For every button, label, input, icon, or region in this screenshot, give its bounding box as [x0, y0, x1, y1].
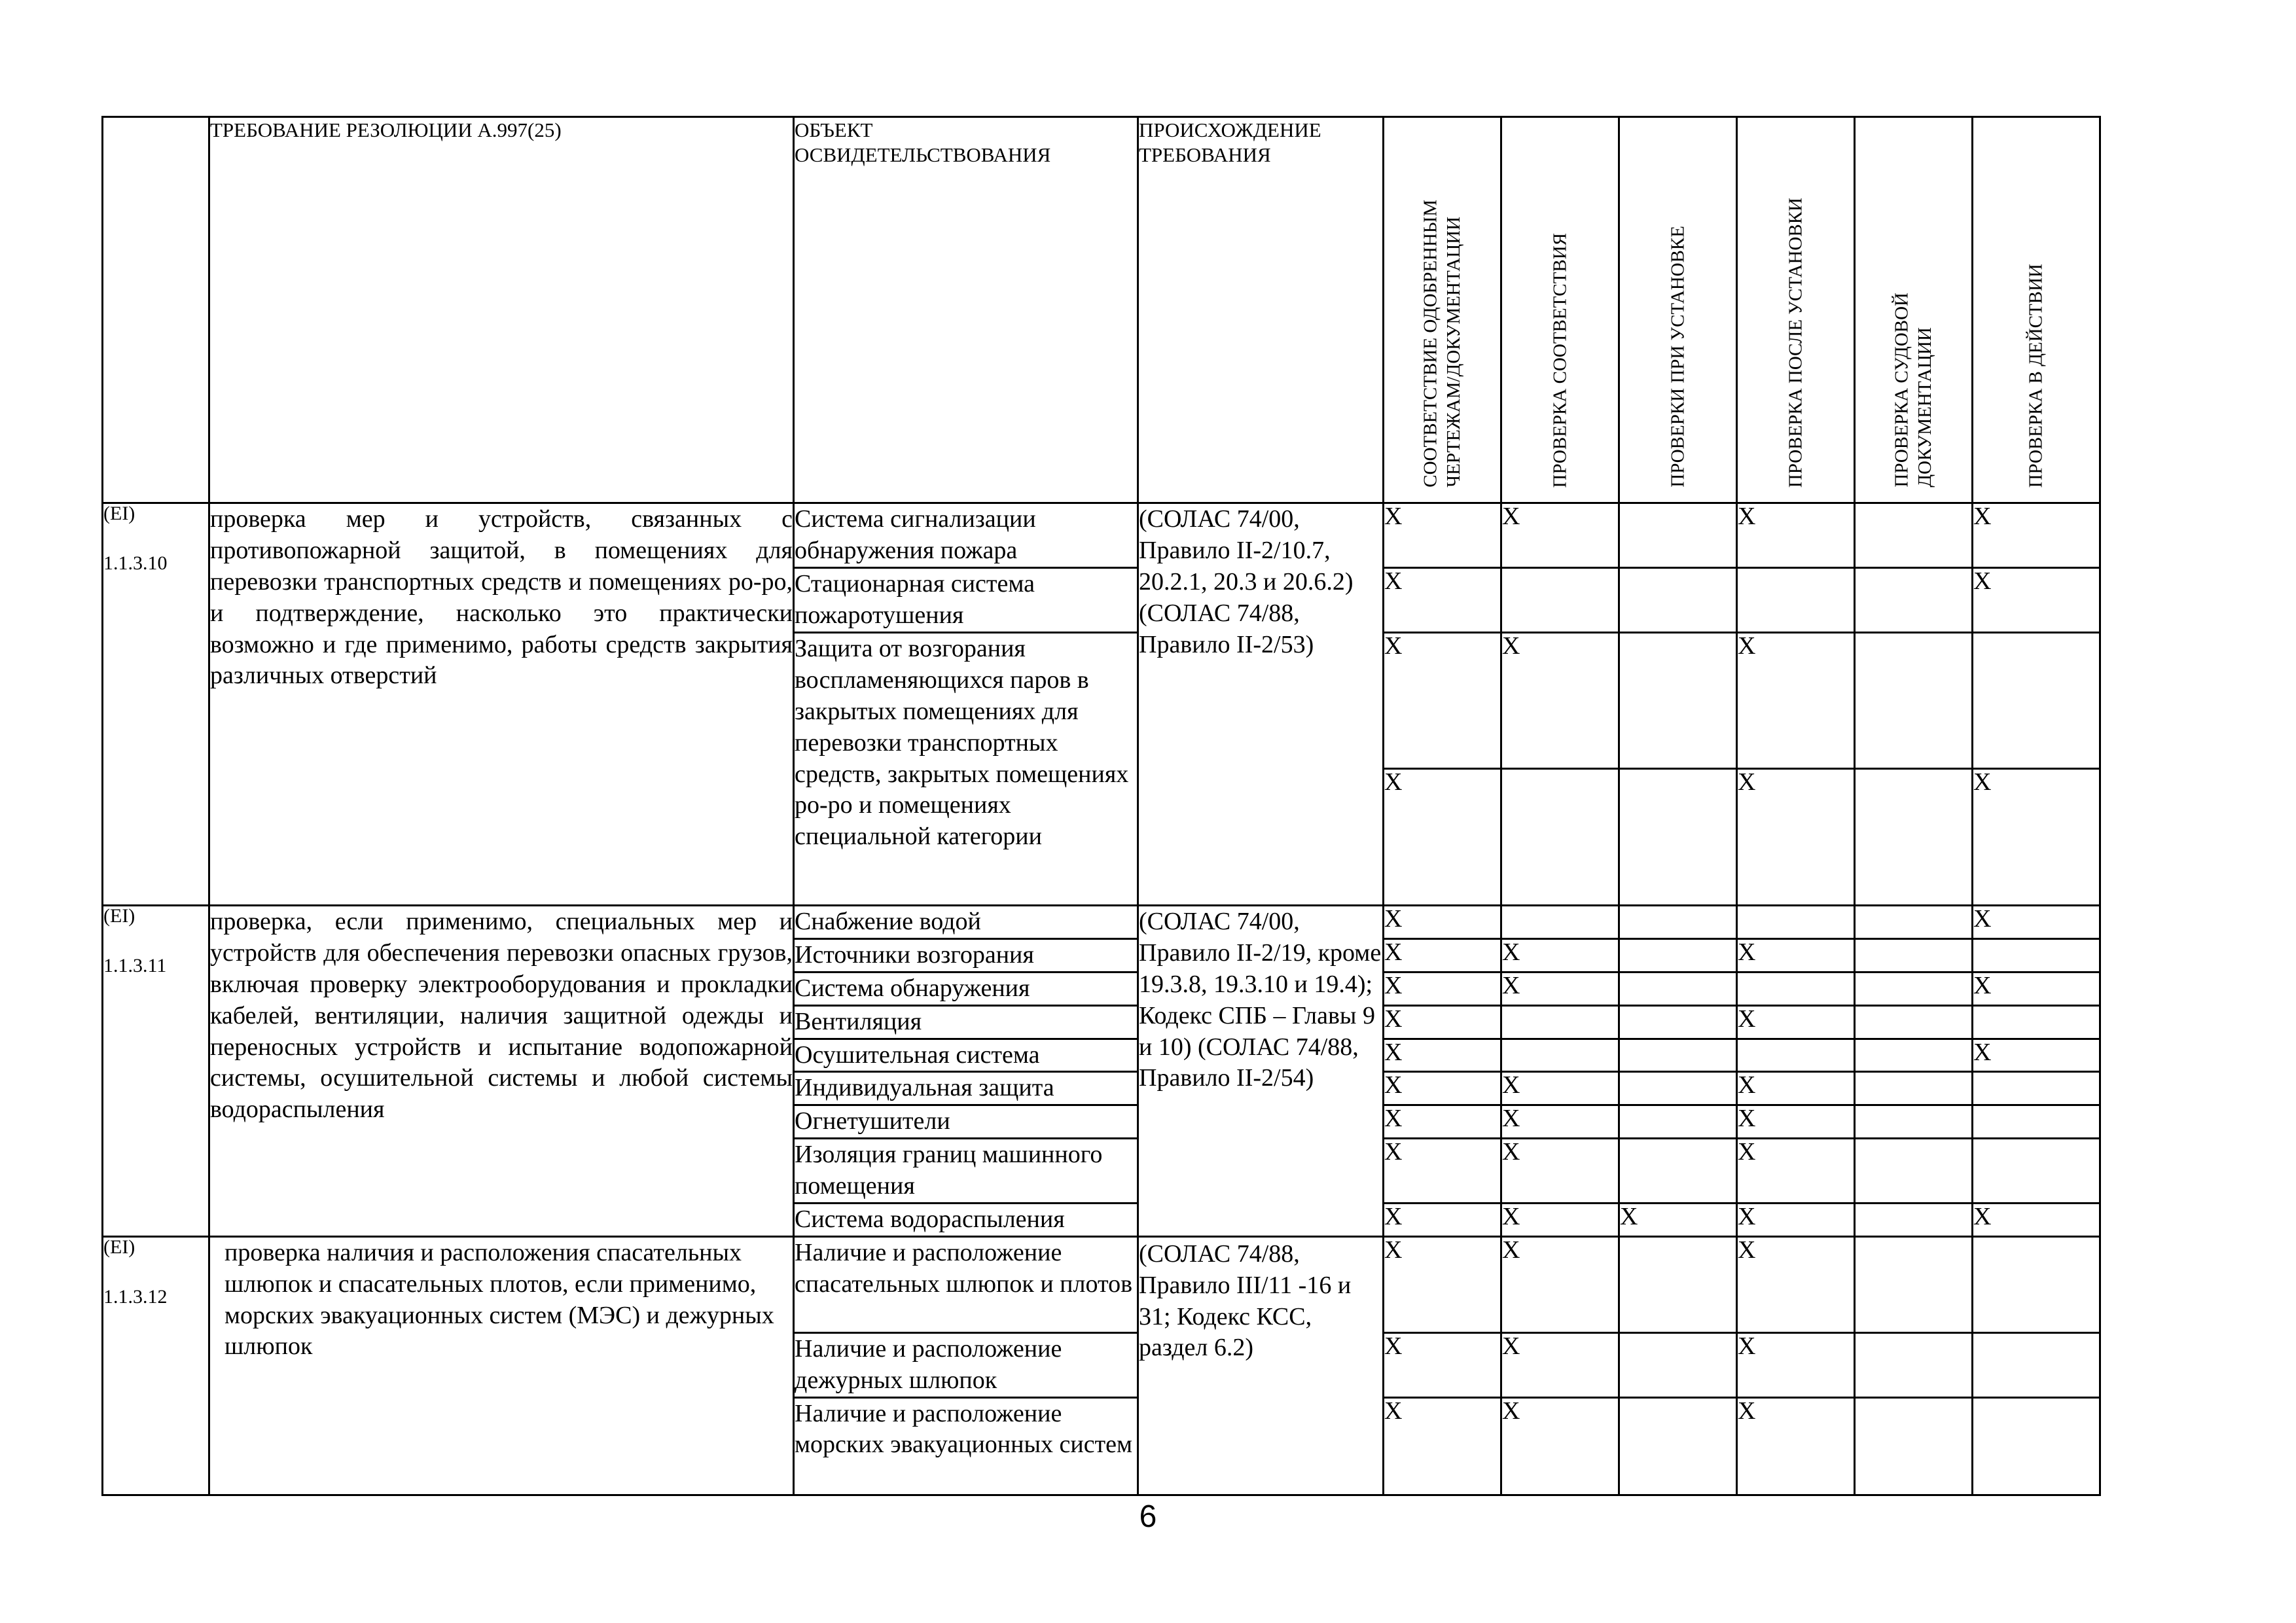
check-mark: X [1737, 1105, 1855, 1139]
check-mark: X [1384, 1005, 1501, 1039]
inspection-table [101, 116, 2101, 1496]
check-mark: X [1973, 1039, 2100, 1072]
header-check-1 [1384, 117, 1501, 503]
check-mark [1855, 769, 1973, 906]
check-mark [1973, 1072, 2100, 1105]
check-mark [1855, 503, 1973, 568]
object-cell: Наличие и расположение морских эвакуационных систем [794, 1397, 1138, 1495]
section-ei: (EI) [103, 1236, 135, 1258]
check-mark [1501, 906, 1619, 939]
check-mark: X [1501, 1397, 1619, 1495]
object-cell: Защита от возгорания воспламеняющихся паров в закрытых помещениях для перевозки транспортных средств, закрытых помещениях ро-ро и помещениях специальной категории [794, 633, 1138, 906]
check-mark [1855, 1005, 1973, 1039]
table-row [103, 906, 2100, 939]
check-mark [1973, 1397, 2100, 1495]
object-cell: Наличие и расположение дежурных шлюпок [794, 1332, 1138, 1397]
header-requirement: ТРЕБОВАНИЕ РЕЗОЛЮЦИИ А.997(25) [209, 117, 794, 503]
check-mark: X [1501, 503, 1619, 568]
check-mark [1855, 1397, 1973, 1495]
header-check-5 [1855, 117, 1973, 503]
section-requirement: проверка, если применимо, специальных мер и устройств для обеспечения перевозки опасных грузов, включая проверку электрооборудования и прокладки кабелей, вентиляции, наличия защитной одежды и переносных устройств и испытание водопожарной системы, осушительной системы и любой системы водораспыления [209, 906, 794, 1237]
section-source: (СОЛАС 74/00, Правило II-2/10.7, 20.2.1, 20.3 и 20.6.2) (СОЛАС 74/88, Правило II-2/53) [1138, 503, 1384, 906]
object-cell: Снабжение водой [794, 906, 1138, 939]
check-mark [1619, 1139, 1737, 1204]
check-mark [1619, 906, 1737, 939]
section-code-cell [103, 1236, 209, 1495]
check-mark: X [1384, 1332, 1501, 1397]
check-mark: X [1501, 1139, 1619, 1204]
header-check-label: СООТВЕТСТВИЕ ОДОБРЕННЫМ ЧЕРТЕЖАМ/ДОКУМЕНТАЦИИ [1420, 200, 1464, 488]
check-mark: X [1501, 1236, 1619, 1332]
check-mark: X [1501, 938, 1619, 972]
check-mark [1501, 1039, 1619, 1072]
check-mark: X [1737, 1332, 1855, 1397]
check-mark [1619, 1105, 1737, 1139]
section-code-cell [103, 906, 209, 1237]
header-check-label: ПРОВЕРКА СУДОВОЙ ДОКУМЕНТАЦИИ [1891, 293, 1935, 488]
check-mark: X [1384, 1397, 1501, 1495]
header-row [103, 117, 2100, 503]
check-mark [1855, 1203, 1973, 1236]
object-cell: Осушительная система [794, 1039, 1138, 1072]
check-mark [1619, 633, 1737, 769]
header-object: ОБЪЕКТ ОСВИДЕТЕЛЬСТВОВАНИЯ [794, 117, 1138, 503]
check-mark [1619, 1236, 1737, 1332]
check-mark: X [1973, 769, 2100, 906]
check-mark: X [1384, 1072, 1501, 1105]
header-check-label: ПРОВЕРКА В ДЕЙСТВИИ [2025, 263, 2047, 488]
check-mark [1855, 1236, 1973, 1332]
page-number: 6 [1139, 1499, 1157, 1534]
section-code: 1.1.3.12 [103, 1285, 168, 1308]
check-mark [1855, 568, 1973, 633]
check-mark: X [1384, 503, 1501, 568]
header-source: ПРОИСХОЖДЕНИЕ ТРЕБОВАНИЯ [1138, 117, 1384, 503]
check-mark: X [1384, 568, 1501, 633]
check-mark: X [1737, 1397, 1855, 1495]
object-cell: Стационарная система пожаротушения [794, 568, 1138, 633]
check-mark [1737, 1039, 1855, 1072]
check-mark [1619, 1005, 1737, 1039]
check-mark: X [1384, 1039, 1501, 1072]
check-mark: X [1384, 938, 1501, 972]
object-cell: Изоляция границ машинного помещения [794, 1139, 1138, 1204]
header-check-label: ПРОВЕРКИ ПРИ УСТАНОВКЕ [1666, 226, 1688, 488]
section-code: 1.1.3.10 [103, 552, 168, 574]
check-mark [1619, 1072, 1737, 1105]
check-mark: X [1973, 1203, 2100, 1236]
check-mark: X [1384, 769, 1501, 906]
section-source: (СОЛАС 74/88, Правило III/11 -16 и 31; Кодекс КСС, раздел 6.2) [1138, 1236, 1384, 1495]
check-mark: X [1384, 1105, 1501, 1139]
check-mark: X [1501, 1105, 1619, 1139]
object-cell: Система обнаружения [794, 972, 1138, 1005]
check-mark [1619, 769, 1737, 906]
check-mark [1855, 1332, 1973, 1397]
check-mark: X [1737, 1072, 1855, 1105]
check-mark: X [1973, 503, 2100, 568]
check-mark [1855, 1039, 1973, 1072]
object-cell: Источники возгорания [794, 938, 1138, 972]
check-mark: X [1737, 1203, 1855, 1236]
check-mark [1619, 503, 1737, 568]
check-mark [1855, 972, 1973, 1005]
check-mark: X [1384, 633, 1501, 769]
section-requirement: проверка наличия и расположения спасательных шлюпок и спасательных плотов, если применимо, морских эвакуационных систем (МЭС) и дежурных шлюпок [209, 1236, 794, 1495]
check-mark [1501, 568, 1619, 633]
check-mark [1855, 906, 1973, 939]
header-check-2 [1501, 117, 1619, 503]
header-check-label: ПРОВЕРКА ПОСЛЕ УСТАНОВКИ [1784, 197, 1806, 488]
object-cell: Система водораспыления [794, 1203, 1138, 1236]
check-mark: X [1973, 568, 2100, 633]
check-mark: X [1737, 633, 1855, 769]
check-mark [1973, 1005, 2100, 1039]
header-check-4 [1737, 117, 1855, 503]
header-check-3 [1619, 117, 1737, 503]
check-mark: X [1384, 906, 1501, 939]
check-mark [1973, 938, 2100, 972]
check-mark [1619, 1397, 1737, 1495]
check-mark: X [1501, 972, 1619, 1005]
table-row [103, 503, 2100, 568]
check-mark: X [1619, 1203, 1737, 1236]
check-mark [1973, 1236, 2100, 1332]
check-mark [1501, 769, 1619, 906]
check-mark: X [1384, 972, 1501, 1005]
check-mark: X [1973, 972, 2100, 1005]
check-mark: X [1737, 938, 1855, 972]
check-mark [1619, 938, 1737, 972]
check-mark [1737, 568, 1855, 633]
check-mark: X [1384, 1236, 1501, 1332]
section-source: (СОЛАС 74/00, Правило II-2/19, кроме 19.3.8, 19.3.10 и 19.4); Кодекс СПБ – Главы 9 и 10) (СОЛАС 74/88, Правило II-2/54) [1138, 906, 1384, 1237]
check-mark: X [1384, 1139, 1501, 1204]
check-mark: X [1501, 1203, 1619, 1236]
object-cell: Индивидуальная защита [794, 1072, 1138, 1105]
section-code: 1.1.3.11 [103, 955, 167, 976]
check-mark [1973, 633, 2100, 769]
check-mark [1737, 972, 1855, 1005]
section-requirement: проверка мер и устройств, связанных с противопожарной защитой, в помещениях для перевозки транспортных средств и помещениях ро-ро, и подтверждение, насколько это практически возможно и где применимо, работы средств закрытия различных отверстий [209, 503, 794, 906]
header-code-cell [103, 117, 209, 503]
check-mark [1855, 1072, 1973, 1105]
check-mark: X [1973, 906, 2100, 939]
object-cell: Вентиляция [794, 1005, 1138, 1039]
header-check-6 [1973, 117, 2100, 503]
check-mark [1973, 1105, 2100, 1139]
check-mark: X [1501, 1072, 1619, 1105]
table-row [103, 1236, 2100, 1332]
check-mark [1501, 1005, 1619, 1039]
check-mark [1855, 938, 1973, 972]
check-mark [1619, 1039, 1737, 1072]
check-mark [1619, 972, 1737, 1005]
check-mark [1855, 1105, 1973, 1139]
check-mark: X [1737, 1139, 1855, 1204]
section-ei: (EI) [103, 905, 135, 927]
section-code-cell [103, 503, 209, 906]
section-ei: (EI) [103, 503, 135, 524]
check-mark: X [1737, 1005, 1855, 1039]
check-mark [1973, 1332, 2100, 1397]
check-mark [1855, 1139, 1973, 1204]
check-mark: X [1501, 633, 1619, 769]
check-mark: X [1384, 1203, 1501, 1236]
check-mark: X [1501, 1332, 1619, 1397]
object-cell: Огнетушители [794, 1105, 1138, 1139]
check-mark [1619, 1332, 1737, 1397]
object-cell: Система сигнализации обнаружения пожара [794, 503, 1138, 568]
object-cell: Наличие и расположение спасательных шлюпок и плотов [794, 1236, 1138, 1332]
check-mark [1855, 633, 1973, 769]
check-mark [1619, 568, 1737, 633]
check-mark [1973, 1139, 2100, 1204]
check-mark: X [1737, 503, 1855, 568]
check-mark: X [1737, 1236, 1855, 1332]
check-mark: X [1737, 769, 1855, 906]
header-check-label: ПРОВЕРКА СООТВЕТСТВИЯ [1549, 232, 1570, 488]
check-mark [1737, 906, 1855, 939]
